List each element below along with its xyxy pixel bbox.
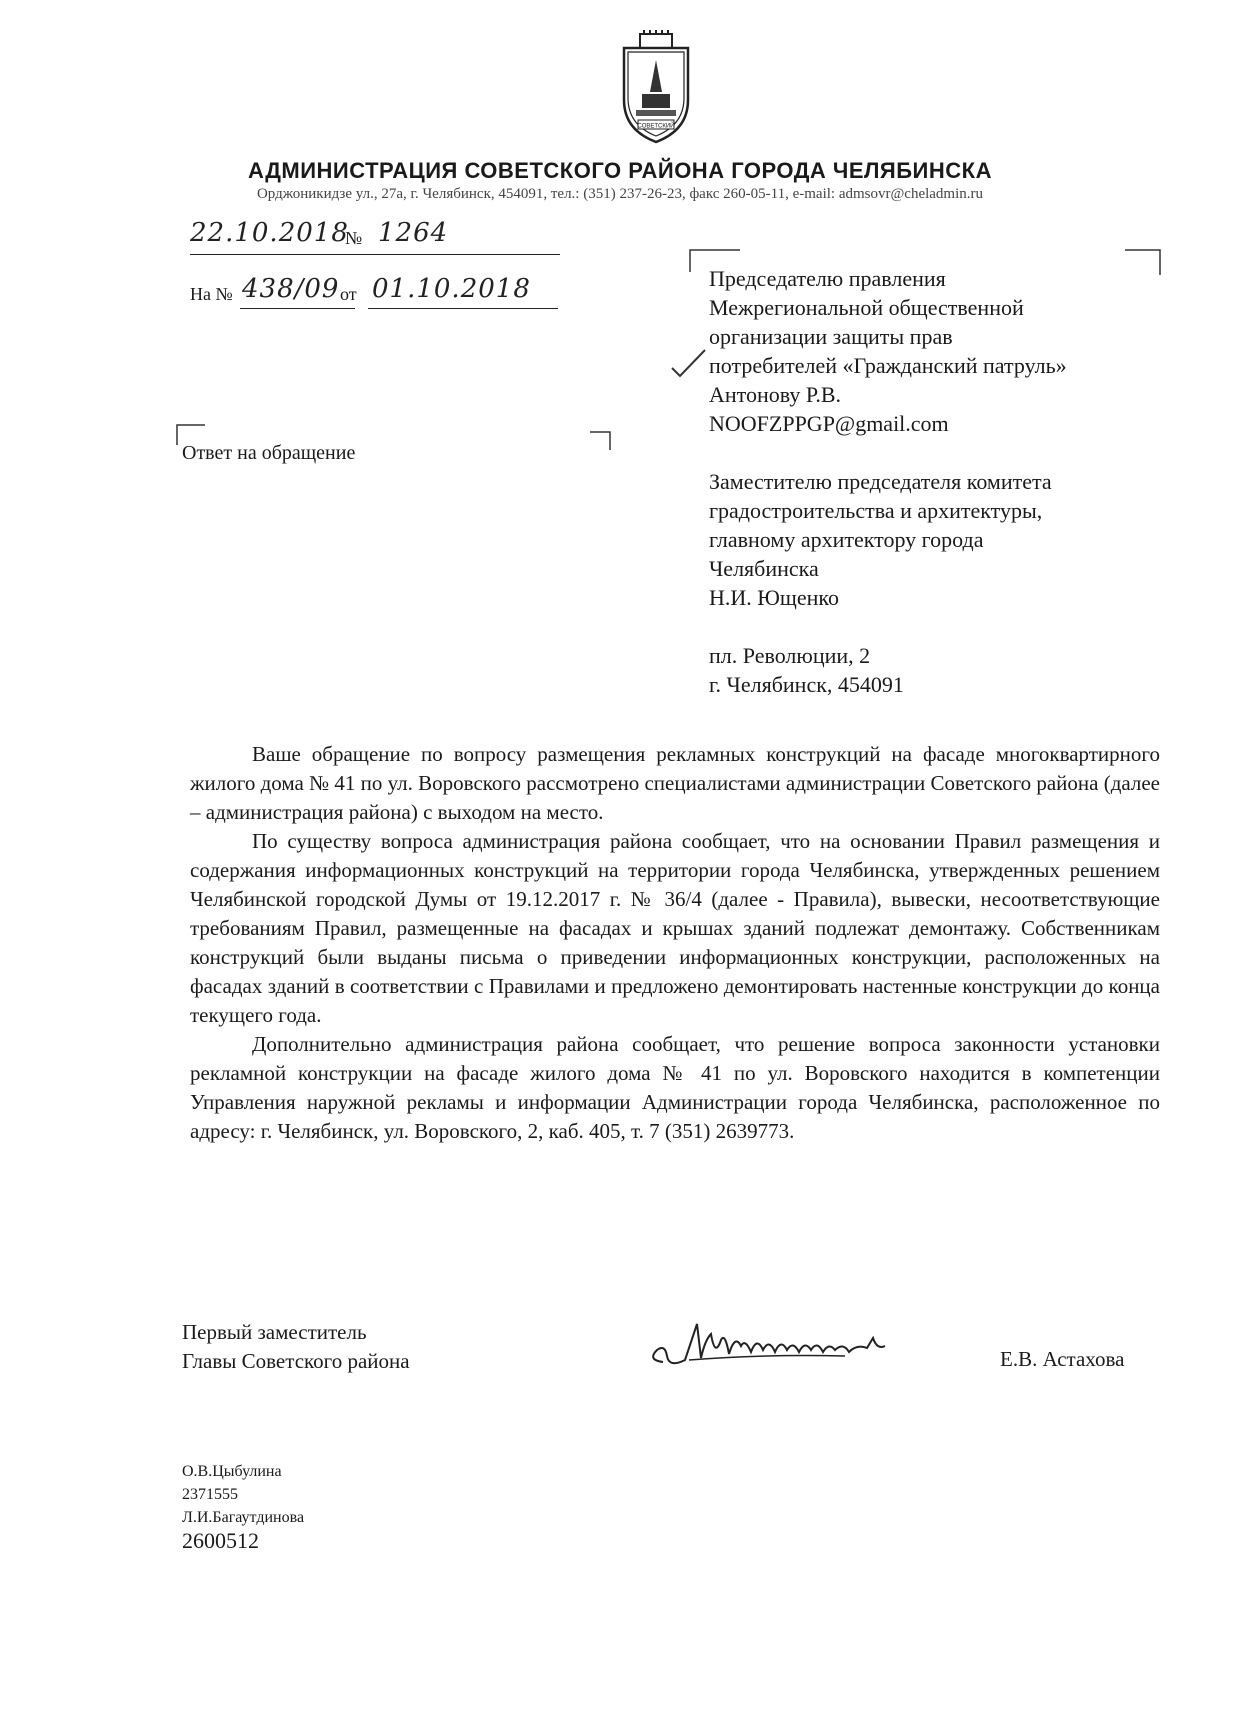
executors-block (182, 1460, 304, 1552)
recipient-line: Председателю правления (709, 266, 946, 291)
recipient-line: Челябинска (709, 556, 819, 581)
handwritten-signature (645, 1310, 895, 1380)
recipient-line: Н.И. Ющенко (709, 585, 839, 610)
recipient-line: Антонову Р.В. (709, 382, 842, 407)
subject-line: Ответ на обращение (182, 442, 356, 464)
emblem-caption: СОВЕТСКИЙ (637, 123, 675, 130)
executor-name: О.В.Цыбулина (182, 1463, 282, 1480)
reply-label: На № (190, 284, 233, 304)
letter-body (190, 740, 1160, 1146)
outgoing-number: 1264 (378, 218, 449, 248)
executor-phone: 2371555 (182, 1486, 238, 1503)
signer-title-line: Главы Советского района (182, 1349, 410, 1373)
number-label: № (345, 228, 363, 248)
reply-number: 438/09 (242, 274, 340, 304)
recipient-block (709, 264, 1179, 699)
body-paragraph: Ваше обращение по вопросу размещения рекламных конструкций на фасаде многоквартирного жилого дома № 41 по ул. Воровского рассмотрено специалистами администрации Советского района (далее – администрация района) с выходом на место. (190, 742, 1160, 824)
recipient-line: Межрегиональной общественной (709, 295, 1024, 320)
signer-title (182, 1318, 410, 1376)
coat-of-arms-emblem (618, 30, 694, 148)
organization-title: АДМИНИСТРАЦИЯ СОВЕТСКОГО РАЙОНА ГОРОДА ЧЕЛЯБИНСКА (248, 158, 992, 183)
recipient-line: главному архитектору города (709, 527, 984, 552)
body-paragraph: По существу вопроса администрация района сообщает, что на основании Правил размещения и содержания информационных конструкций на территории города Челябинска, утвержденных решением Челябинской городской Думы от 19.12.2017 г. № 36/4 (далее - Правила), вывески, несоответствующие требованиям Правил, размещенные на фасадах и крышах зданий подлежат демонтажу. Собственникам конструкций были выданы письма о приведении информационных конструкции, расположенных на фасадах зданий в соответствии с Правилами и предложено демонтировать настенные конструкции до конца текущего года. (190, 829, 1160, 1027)
organization-contacts: Орджоникидзе ул., 27а, г. Челябинск, 454091, тел.: (351) 237-26-23, факс 260-05-11, e-mail: admsovr@cheladmin.ru (256, 186, 984, 202)
executor-phone: 2600512 (182, 1528, 259, 1553)
reply-date: 01.10.2018 (372, 274, 531, 304)
outgoing-reference-row (190, 218, 560, 255)
recipient-email: NOOFZPPGP@gmail.com (709, 411, 949, 436)
body-paragraph: Дополнительно администрация района сообщает, что решение вопроса законности установки рекламной конструкции на фасаде жилого дома № 41 по ул. Воровского находится в компетенции Управления наружной рекламы и информации Администрации города Челябинска, расположенное по адресу: г. Челябинск, ул. Воровского, 2, каб. 405, т. 7 (351) 2639773. (190, 1032, 1160, 1143)
from-label: от (340, 284, 357, 304)
signer-name: Е.В. Астахова (1000, 1347, 1125, 1371)
recipient-line: Заместителю председателя комитета (709, 469, 1052, 494)
recipient-line: организации защиты прав (709, 324, 953, 349)
signer-title-line: Первый заместитель (182, 1320, 367, 1344)
outgoing-date: 22.10.2018 (190, 218, 349, 248)
recipient-address-line: пл. Революции, 2 (709, 643, 871, 668)
recipient-address-line: г. Челябинск, 454091 (709, 672, 904, 697)
incoming-reference-row (190, 274, 560, 310)
executor-name: Л.И.Багаутдинова (182, 1509, 305, 1526)
recipient-line: потребителей «Гражданский патруль» (709, 353, 1067, 378)
recipient-line: градостроительства и архитектуры, (709, 498, 1043, 523)
